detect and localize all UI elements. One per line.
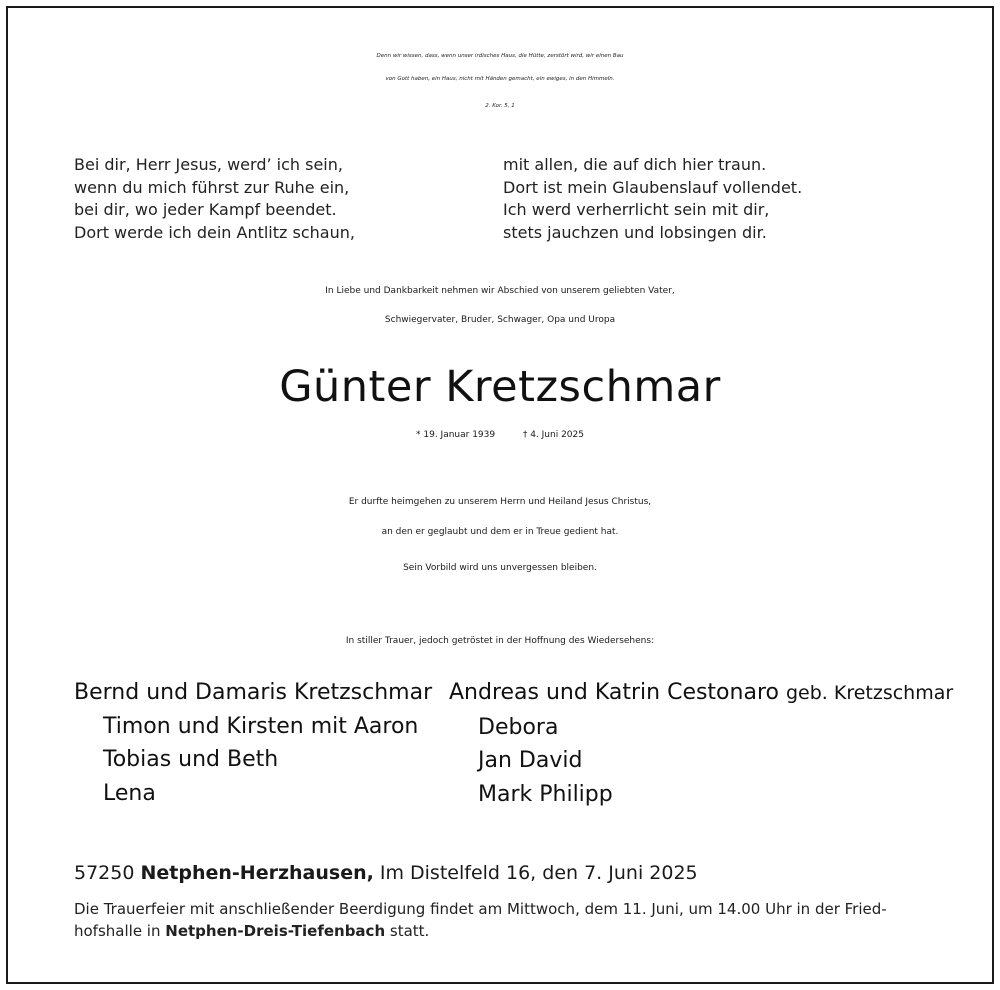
funeral-line-2 [74, 920, 887, 942]
family-member: Mark Philipp [478, 781, 613, 807]
family-head [449, 676, 953, 711]
maiden-name: geb. Kretzschmar [785, 682, 954, 704]
poem-line: mit allen, die auf dich hier traun. [503, 155, 767, 174]
life-dates [0, 430, 1000, 440]
tribute-line-2: an den er geglaubt und dem er in Treue gedient hat. [381, 527, 619, 537]
poem-line: stets jauchzen und lobsingen dir. [503, 222, 767, 242]
family-head: Bernd und Damaris Kretzschmar [74, 680, 433, 705]
postal-code: 57250 [74, 862, 135, 884]
poem-line: bei dir, wo jeder Kampf beendet. [74, 200, 337, 219]
poem-line: wenn du mich führst zur Ruhe ein, [74, 177, 350, 197]
tribute-line-1: Er durfte heimgehen zu unserem Herrn und Heiland Jesus Christus, [348, 497, 652, 507]
town-name: Netphen-Herzhausen, [140, 862, 374, 884]
poem-right-column [503, 154, 802, 244]
poem-left-column [74, 154, 355, 244]
family-member: Jan David [478, 748, 583, 773]
deceased-name: Günter Kretzschmar [279, 362, 721, 412]
family-member: Timon und Kirsten mit Aaron [103, 713, 419, 739]
poem-line: Dort werde ich dein Antlitz schaun, [74, 222, 355, 242]
family-member: Debora [478, 714, 559, 740]
funeral-notice [74, 898, 887, 942]
funeral-location: Netphen-Dreis-Tiefenbach [165, 922, 386, 940]
funeral-line-1: Die Trauerfeier mit anschließender Beerdigung findet am Mittwoch, dem 11. Juni, um 14.00 Uhr in der Fried- [74, 900, 887, 918]
verse-reference: 2. Kor. 5, 1 [485, 103, 515, 109]
poem-line: Bei dir, Herr Jesus, werd’ ich sein, [74, 155, 343, 174]
verse-line-1: Denn wir wissen, dass, wenn unser irdisches Haus, die Hütte, zerstört wird, wir einen Bau [376, 53, 624, 59]
intro-text [0, 277, 1000, 335]
mourning-line: In stiller Trauer, jedoch getröstet in der Hoffnung des Wiedersehens: [345, 636, 655, 646]
tribute-line-3: Sein Vorbild wird uns unvergessen bleiben. [403, 563, 597, 573]
family-right [449, 676, 953, 811]
family-left [74, 676, 432, 810]
poem-line: Ich werd verherrlicht sein mit dir, [503, 200, 770, 219]
address-and-date: Im Distelfeld 16, den 7. Juni 2025 [379, 862, 698, 884]
intro-line-1: In Liebe und Dankbarkeit nehmen wir Abschied von unserem geliebten Vater, [325, 286, 675, 296]
family-member: Lena [103, 780, 156, 806]
location-line [74, 862, 698, 884]
death-date: † 4. Juni 2025 [522, 430, 584, 440]
poem-line: Dort ist mein Glaubenslauf vollendet. [503, 177, 803, 197]
funeral-line-2-suffix: statt. [389, 922, 430, 940]
family-member: Tobias und Beth [103, 747, 279, 772]
verse-line-2: von Gott haben, ein Haus, nicht mit Händen gemacht, ein ewiges, in den Himmeln. [385, 76, 615, 82]
tribute-text [0, 487, 1000, 547]
funeral-line-2-prefix: hofshalle in [74, 922, 161, 940]
family-head-names: Andreas und Katrin Cestonaro [449, 680, 779, 705]
birth-date: * 19. Januar 1939 [416, 430, 496, 440]
intro-line-2: Schwiegervater, Bruder, Schwager, Opa und Uropa [384, 315, 616, 325]
